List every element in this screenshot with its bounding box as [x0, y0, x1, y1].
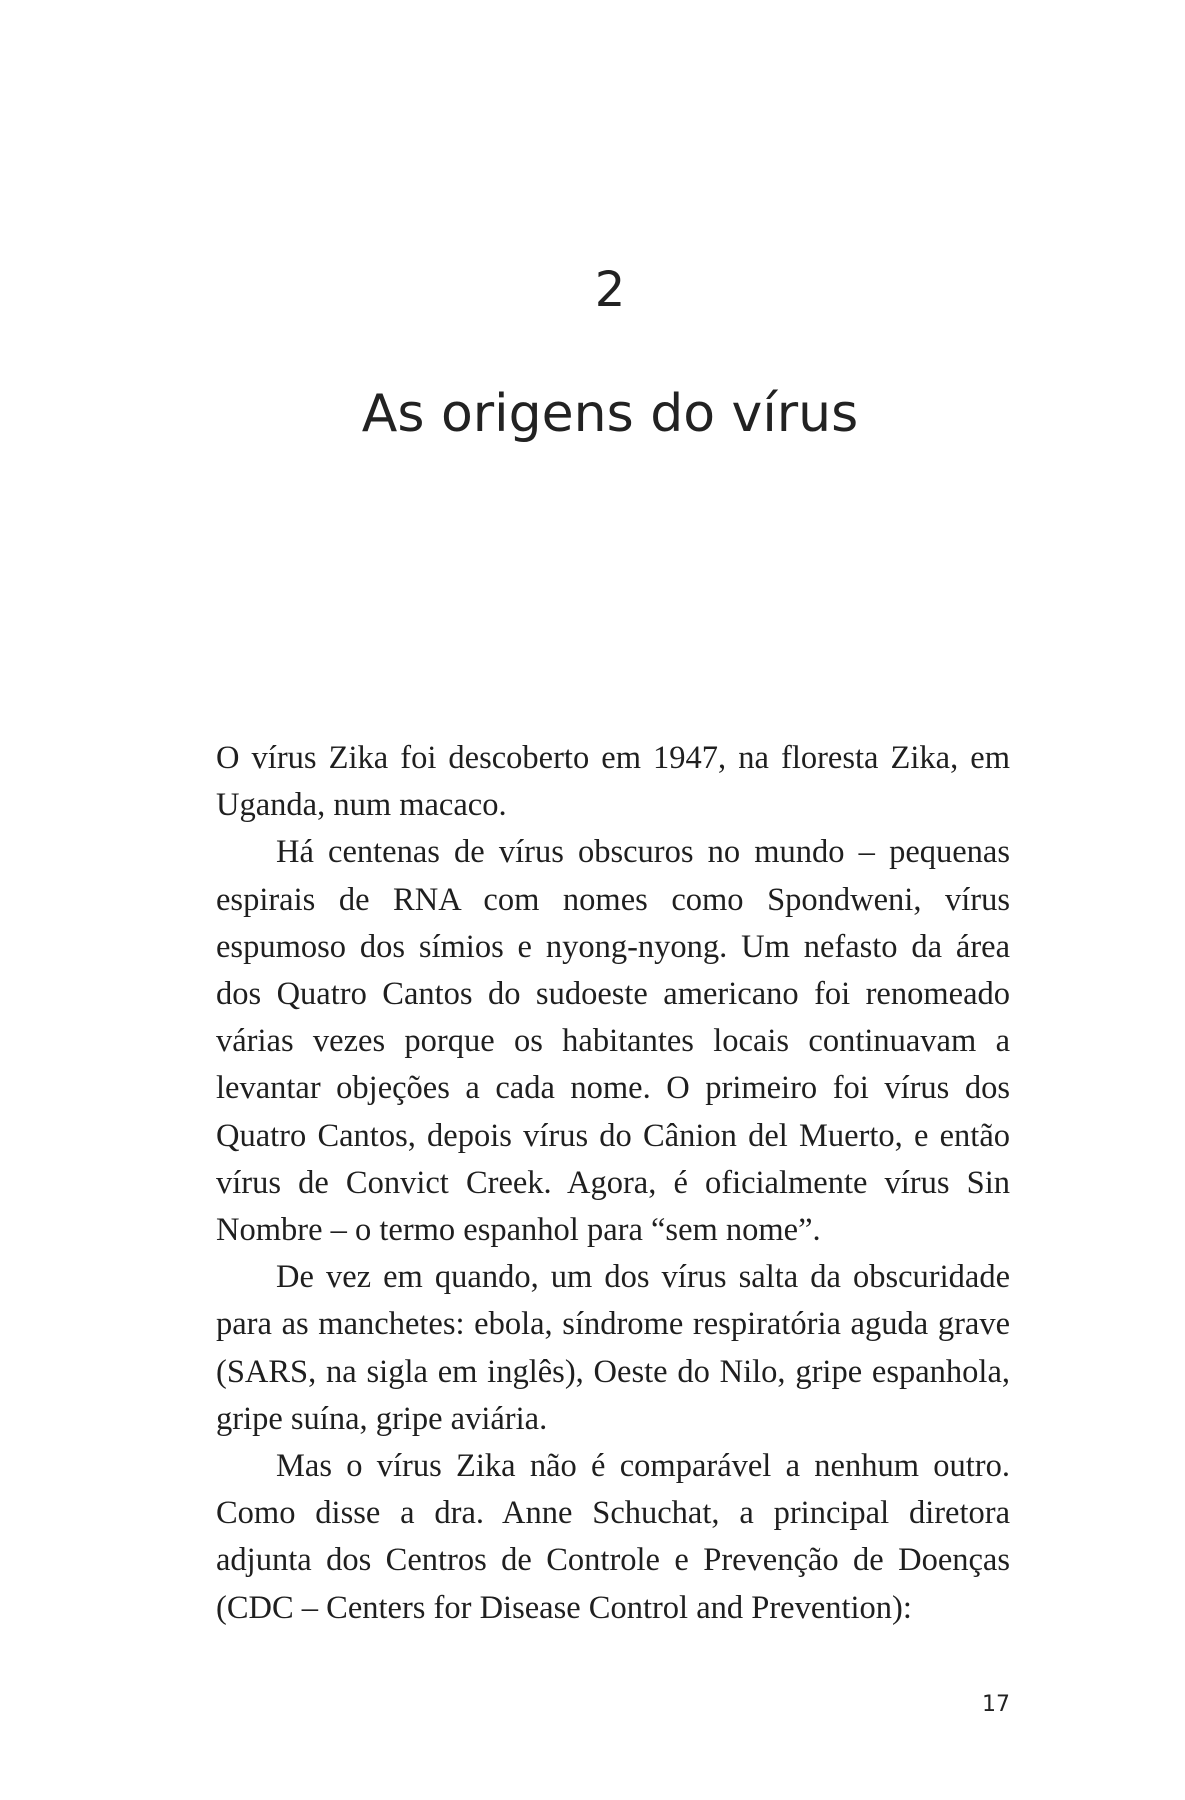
- body-text: [216, 735, 1010, 1632]
- chapter-title: As origens do vírus: [361, 384, 859, 444]
- page-number: 17: [982, 1692, 1010, 1717]
- paragraph-2: Há centenas de vírus obscuros no mundo – pequenas espirais de RNA com nomes como Spondweni, vírus espumoso dos símios e nyong-nyong. Um nefasto da área dos Quatro Cantos do sudoeste americano foi renomeado várias vezes porque os habitantes locais continuavam a levantar objeções a cada nome. O primeiro foi vírus dos Quatro Cantos, depois vírus do Cânion del Muerto, e então vírus de Convict Creek. Agora, é oficialmente vírus Sin Nombre – o termo espanhol para “sem nome”.: [216, 834, 1010, 1249]
- paragraph-3: De vez em quando, um dos vírus salta da obscuridade para as manchetes: ebola, síndrome respiratória aguda grave (SARS, na sigla em inglês), Oeste do Nilo, gripe espanhola, gripe suína, gripe aviária.: [216, 1259, 1010, 1437]
- chapter-number: 2: [594, 262, 626, 318]
- paragraph-1: O vírus Zika foi descoberto em 1947, na floresta Zika, em Uganda, num macaco.: [216, 740, 1010, 824]
- paragraph-4: Mas o vírus Zika não é comparável a nenhum outro. Como disse a dra. Anne Schuchat, a principal diretora adjunta dos Centros de Controle e Prevenção de Doenças (CDC – Centers for Disease Control and Prevention):: [216, 1448, 1010, 1626]
